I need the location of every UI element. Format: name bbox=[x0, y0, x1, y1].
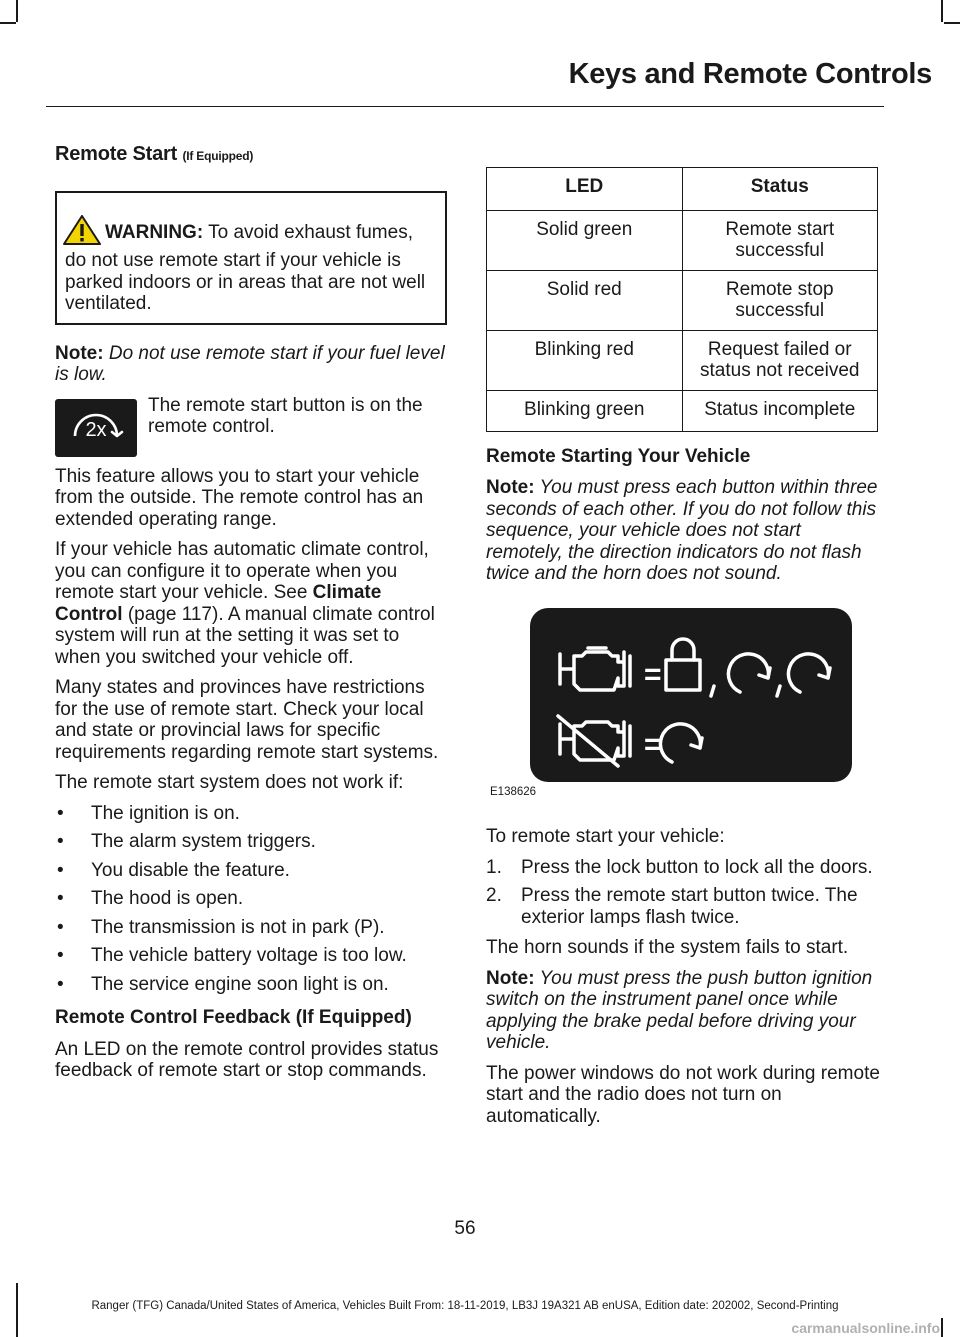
note-label: Note: bbox=[486, 477, 535, 498]
left-column bbox=[55, 144, 447, 1091]
right-column bbox=[486, 167, 880, 1136]
list-item bbox=[55, 831, 447, 853]
remote-start-icon bbox=[728, 653, 768, 691]
warning-label: WARNING: bbox=[105, 221, 204, 243]
section-qualifier: (If Equipped) bbox=[182, 149, 254, 163]
remote-start-button-intro bbox=[55, 395, 447, 457]
lock-icon bbox=[672, 639, 694, 660]
note-label: Note: bbox=[55, 342, 104, 364]
step-number: 1. bbox=[486, 856, 502, 878]
remote-start-icon bbox=[660, 723, 700, 761]
step-number: 2. bbox=[486, 885, 502, 906]
equals-sign: = bbox=[644, 657, 662, 691]
list-item-text: The transmission is not in park (P). bbox=[91, 916, 385, 938]
warning-text: To avoid exhaust fumes, do not use remote start if your vehicle is parked indoors or in areas that are not well ventilated. bbox=[65, 221, 426, 314]
note-brake bbox=[486, 968, 880, 1054]
table-row bbox=[487, 270, 878, 330]
crop-mark bbox=[16, 0, 18, 22]
column-header-led: LED bbox=[487, 168, 683, 211]
horn-text: The horn sounds if the system fails to start. bbox=[486, 937, 849, 958]
note-label: Note: bbox=[486, 967, 535, 989]
list-item bbox=[486, 885, 880, 928]
list-item bbox=[55, 974, 447, 996]
bullet-marker: • bbox=[57, 916, 64, 938]
bullet-marker: • bbox=[57, 973, 64, 995]
step-text: Press the remote start button twice. The exterior lamps flash twice. bbox=[521, 885, 858, 928]
feedback-text: An LED on the remote control provides status feedback of remote start or stop commands. bbox=[55, 1038, 439, 1081]
table-cell-status: Remote stop successful bbox=[682, 270, 878, 330]
remote-start-2x-icon bbox=[55, 399, 137, 457]
paragraph-not-work-intro: The remote start system does not work if: bbox=[55, 772, 404, 793]
equals-sign: = bbox=[644, 727, 662, 761]
remote-start-figure bbox=[530, 608, 852, 782]
bullet-list bbox=[55, 803, 447, 996]
steps-intro: To remote start your vehicle: bbox=[486, 826, 725, 847]
climate-control-link[interactable]: Climate Control bbox=[55, 582, 382, 625]
remote-start-icon bbox=[788, 653, 828, 691]
note-fuel bbox=[55, 343, 447, 386]
climate-text-before: If your vehicle has automatic climate control, you can configure it to operate when you remote start your vehicle. See bbox=[55, 539, 429, 603]
note-text: You must press each button within three seconds of each other. If you do not follow this sequence, your vehicle does not start remotely, the direction indicators do not flash twice and the horn does not sound. bbox=[486, 477, 878, 584]
note-text: You must press the push button ignition switch on the instrument panel once while applying the brake pedal before driving your vehicle. bbox=[486, 967, 873, 1053]
section-title bbox=[55, 144, 447, 168]
step-text: Press the lock button to lock all the doors. bbox=[521, 856, 873, 878]
column-header-status: Status bbox=[682, 168, 878, 211]
figure-label: E138626 bbox=[490, 785, 537, 798]
list-item-text: The service engine soon light is on. bbox=[91, 973, 389, 995]
bullet-marker: • bbox=[57, 831, 64, 852]
list-item bbox=[55, 917, 447, 939]
page-header-title: Keys and Remote Controls bbox=[568, 58, 932, 90]
watermark: carmanualsonline.info bbox=[791, 1320, 940, 1336]
list-item bbox=[55, 860, 447, 882]
table-cell-status: Status incomplete bbox=[682, 390, 878, 431]
warning-box bbox=[55, 191, 447, 325]
icon-description: The remote start button is on the remote control. bbox=[148, 394, 423, 437]
table-cell-led: Blinking green bbox=[487, 390, 683, 431]
windows-text: The power windows do not work during remote start and the radio does not turn on automatically. bbox=[486, 1062, 880, 1127]
table-cell-status: Request failed or status not received bbox=[682, 330, 878, 390]
table-cell-led: Blinking red bbox=[487, 330, 683, 390]
list-item bbox=[55, 945, 447, 967]
paragraph-climate bbox=[55, 539, 447, 668]
feedback-title: Remote Control Feedback (If Equipped) bbox=[55, 1007, 412, 1028]
engine-icon bbox=[560, 652, 624, 690]
crop-mark bbox=[941, 1318, 943, 1337]
table-row bbox=[487, 210, 878, 270]
led-status-table bbox=[486, 167, 878, 432]
table-row bbox=[487, 390, 878, 431]
page-number: 56 bbox=[454, 1218, 476, 1239]
table-cell-led: Solid green bbox=[487, 210, 683, 270]
list-item bbox=[55, 803, 447, 825]
footer-text: Ranger (TFG) Canada/United States of America, Vehicles Built From: 18-11-2019, LB3J 19A321 AB enUSA, Edition date: 202002, Second-Printing bbox=[91, 1300, 839, 1312]
list-item bbox=[486, 857, 880, 879]
paragraph-restrictions: Many states and provinces have restrictions for the use of remote start. Check your local and state or provincial laws for specific requirements regarding remote start systems. bbox=[55, 677, 439, 763]
section-title-text: Remote Start bbox=[55, 143, 178, 165]
bullet-marker: • bbox=[57, 859, 64, 881]
note-sequence bbox=[486, 477, 880, 585]
note-text: Do not use remote start if your fuel level is low. bbox=[55, 342, 445, 385]
list-item bbox=[55, 888, 447, 910]
list-item-text: The ignition is on. bbox=[91, 802, 240, 824]
starting-title: Remote Starting Your Vehicle bbox=[486, 445, 751, 467]
header-rule bbox=[46, 106, 884, 107]
crop-mark bbox=[941, 0, 943, 22]
climate-text-after: (page 117). A manual climate control system will run at the setting it was set to when you switched your vehicle off. bbox=[55, 603, 435, 668]
bullet-marker: • bbox=[57, 888, 64, 909]
crop-mark bbox=[944, 22, 960, 24]
warning-icon bbox=[63, 215, 101, 251]
key-icon-label: 2x bbox=[85, 418, 107, 441]
list-item-text: You disable the feature. bbox=[91, 859, 290, 881]
paragraph-feature: This feature allows you to start your vehicle from the outside. The remote control has an extended operating range. bbox=[55, 465, 424, 530]
table-header-row bbox=[487, 168, 878, 211]
table-row bbox=[487, 330, 878, 390]
list-item-text: The hood is open. bbox=[91, 888, 244, 909]
list-item-text: The vehicle battery voltage is too low. bbox=[91, 945, 407, 966]
crop-mark bbox=[0, 22, 16, 24]
table-cell-status: Remote start successful bbox=[682, 210, 878, 270]
remote-start-sequence-diagram bbox=[530, 608, 852, 782]
bullet-marker: • bbox=[57, 945, 64, 966]
list-item-text: The alarm system triggers. bbox=[91, 831, 316, 852]
bullet-marker: • bbox=[57, 802, 64, 824]
table-cell-led: Solid red bbox=[487, 270, 683, 330]
